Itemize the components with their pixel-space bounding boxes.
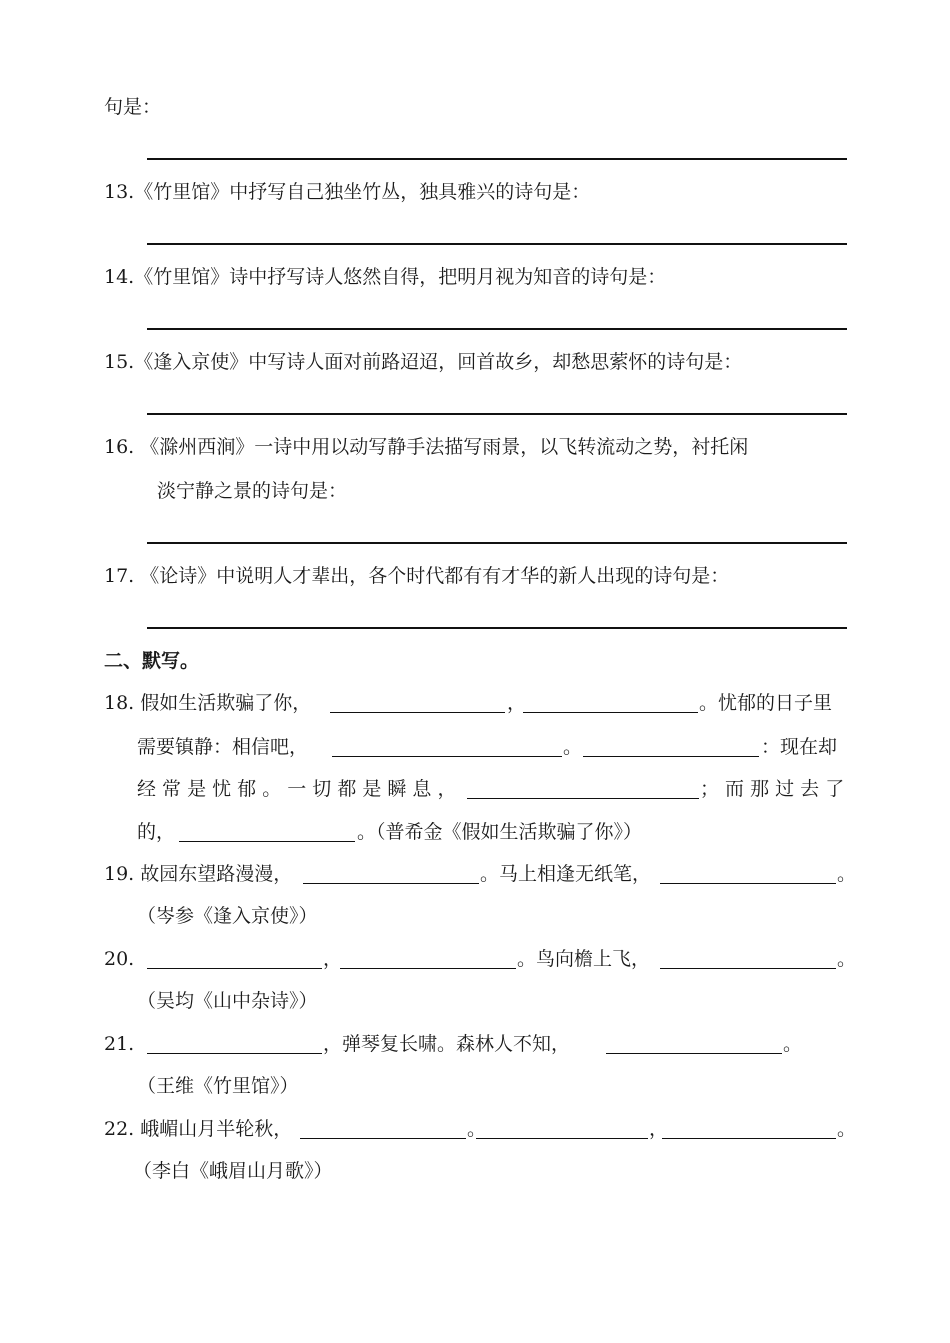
q20-blank-2[interactable] xyxy=(340,968,516,969)
q18-blank-5[interactable] xyxy=(467,798,699,799)
q21-blank-1[interactable] xyxy=(147,1053,322,1054)
q18-blank-3[interactable] xyxy=(332,756,562,757)
q18-text-9: 的， xyxy=(137,821,176,843)
q22-text-3: ， xyxy=(649,1118,669,1140)
q18-text-6: ：现在却 xyxy=(761,736,838,758)
q22-blank-1[interactable] xyxy=(300,1138,466,1139)
q20-blank-3[interactable] xyxy=(660,968,836,969)
answer-line-14[interactable] xyxy=(147,328,847,330)
q22-text-4: 。 xyxy=(837,1118,857,1140)
q18-text-1: 18. 假如生活欺骗了你， xyxy=(104,692,312,714)
q19-blank-2[interactable] xyxy=(660,883,836,884)
q22-blank-3[interactable] xyxy=(662,1138,836,1139)
q19-blank-1[interactable] xyxy=(303,883,479,884)
q18-blank-6[interactable] xyxy=(179,841,355,842)
q21-blank-2[interactable] xyxy=(606,1053,782,1054)
q22-source: （李白《峨眉山月歌》） xyxy=(133,1160,333,1182)
q21-source: （王维《竹里馆》） xyxy=(137,1075,299,1097)
q19-text-2: 。马上相逢无纸笔， xyxy=(480,863,652,885)
question-14: 14.《竹里馆》诗中抒写诗人悠然自得，把明月视为知音的诗句是： xyxy=(104,266,667,288)
q18-blank-4[interactable] xyxy=(583,756,759,757)
answer-line-12[interactable] xyxy=(147,158,847,160)
q18-text-5: 。 xyxy=(563,736,583,758)
question-16: 16. 《滁州西涧》一诗中用以动写静手法描写雨景，以飞转流动之势，衬托闲 xyxy=(104,436,749,458)
q18-text-2: ， xyxy=(507,692,527,714)
question-15: 15.《逢入京使》中写诗人面对前路迢迢，回首故乡，却愁思萦怀的诗句是： xyxy=(104,351,743,373)
answer-line-16[interactable] xyxy=(147,542,847,544)
q21-number: 21. xyxy=(104,1033,135,1055)
section-title: 二、默写。 xyxy=(104,650,200,672)
q20-text-2: 。鸟向檐上飞， xyxy=(517,948,651,970)
q19-text-1: 19. 故园东望路漫漫， xyxy=(104,863,293,885)
q20-blank-1[interactable] xyxy=(147,968,322,969)
q18-text-8: ； 而 那 过 去 了 xyxy=(700,778,845,800)
q22-text-1: 22. 峨嵋山月半轮秋， xyxy=(104,1118,293,1140)
q20-number: 20. xyxy=(104,948,135,970)
answer-line-15[interactable] xyxy=(147,413,847,415)
question-13: 13.《竹里馆》中抒写自己独坐竹丛，独具雅兴的诗句是： xyxy=(104,181,591,203)
question-12-continuation: 句是： xyxy=(104,96,162,118)
q18-text-3: 。忧郁的日子里 xyxy=(699,692,833,714)
q20-text-3: 。 xyxy=(837,948,857,970)
q19-source: （岑参《逢入京使》） xyxy=(137,905,318,927)
q18-text-4: 需要镇静：相信吧， xyxy=(137,736,309,758)
question-17: 17. 《论诗》中说明人才辈出，各个时代都有有才华的新人出现的诗句是： xyxy=(104,565,730,587)
answer-line-13[interactable] xyxy=(147,243,847,245)
answer-line-17[interactable] xyxy=(147,627,847,629)
q18-blank-1[interactable] xyxy=(330,712,505,713)
q19-text-3: 。 xyxy=(837,863,857,885)
question-16-continuation: 淡宁静之景的诗句是： xyxy=(157,480,348,502)
q21-text-2: 。 xyxy=(783,1033,803,1055)
q20-text-1: ， xyxy=(323,948,343,970)
q20-source: （吴均《山中杂诗》） xyxy=(137,990,318,1012)
q18-text-7: 经 常 是 忧 郁 。 一 切 都 是 瞬 息 ， xyxy=(137,778,457,800)
q18-blank-2[interactable] xyxy=(523,712,698,713)
q22-blank-2[interactable] xyxy=(476,1138,648,1139)
q21-text-1: ，弹琴复长啸。森林人不知， xyxy=(323,1033,571,1055)
q18-source: 。（普希金《假如生活欺骗了你》） xyxy=(357,821,643,843)
q22-text-2: 。 xyxy=(467,1118,487,1140)
